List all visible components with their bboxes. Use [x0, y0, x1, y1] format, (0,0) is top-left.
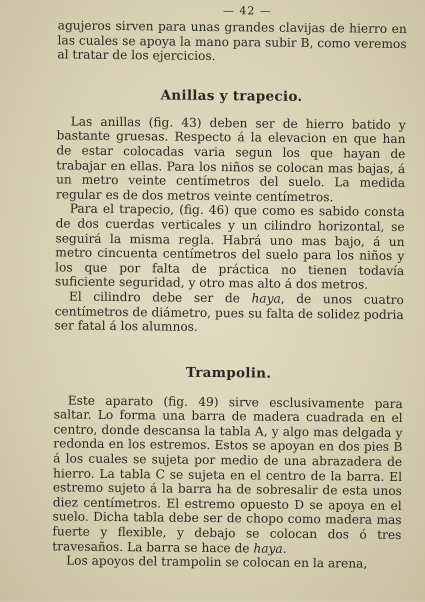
paragraph-apoyos: Los apoyos del trampolin se colocan en la arena, — [66, 553, 368, 571]
paragraph-trampolin-part1: Este aparato (fig. 49) sirve esclusivamente para saltar. Lo forma una barra de madera cuadrada en el centro, donde descansa la tabla A, y algo mas delgada y redonda en los estremos. Estos se apoyan en dos pies B á los cuales se sujeta por medio de una abrazadera de hierro. La tabla C se sujeta en el centro de la barra. El estremo sujeto á la barra ha de sobresalir de esta unos diez centímetros. El estremo opuesto D se apoya en el suelo. Dicha tabla debe ser de chopo como madera mas fuerte y flexible, y debajo se colocan dos ó tres travesaños. La barra se hace de — [52, 393, 403, 556]
page-number: — 42 — — [222, 4, 272, 18]
paragraph-trampolin-part2: . — [282, 541, 287, 556]
italic-word-haya-2: haya — [253, 541, 283, 556]
paragraph-anillas: Las anillas (fig. 43) deben ser de hierro batido y bastante gruesas. Respecto á la elevacion en que han de estar colocadas varia segun los que hayan de trabajar en ellas. Para los niños se colocan mas bajas, á un metro veinte centímetros del suelo. La medida regular es de dos metros veinte centímetros. — [55, 114, 406, 205]
intro-paragraph: agujeros sirven para unas grandes clavijas de hierro en las cuales se apoya la mano para subir B, como veremos al tratar de los ejercicios. — [57, 18, 407, 64]
section-title-trampolin: Trampolin. — [185, 364, 272, 382]
paragraph-trapecio: Para el trapecio, (fig. 46) que como es sabido consta de dos cuerdas verticales y un cilindro horizontal, se seguirá la misma regla. Habrá uno mas bajo, á un metro cincuenta centímetros del suelo para los niños y los que por falta de práctica no tienen todavía suficiente seguridad, y otro mas alto á dos metros. — [54, 201, 405, 292]
paragraph-cilindro — [55, 289, 404, 336]
paragraph-cilindro-part1: El cilindro debe ser de — [68, 289, 252, 306]
italic-word-haya: haya — [251, 291, 281, 306]
paragraph-cilindro-part2: , de unos cuatro centímetros de diámetro, pues su falta de solidez podria ser fatal á los alumnos. — [54, 291, 404, 334]
paragraph-trampolin — [52, 393, 403, 557]
section-title-anillas: Anillas y trapecio. — [160, 87, 303, 105]
